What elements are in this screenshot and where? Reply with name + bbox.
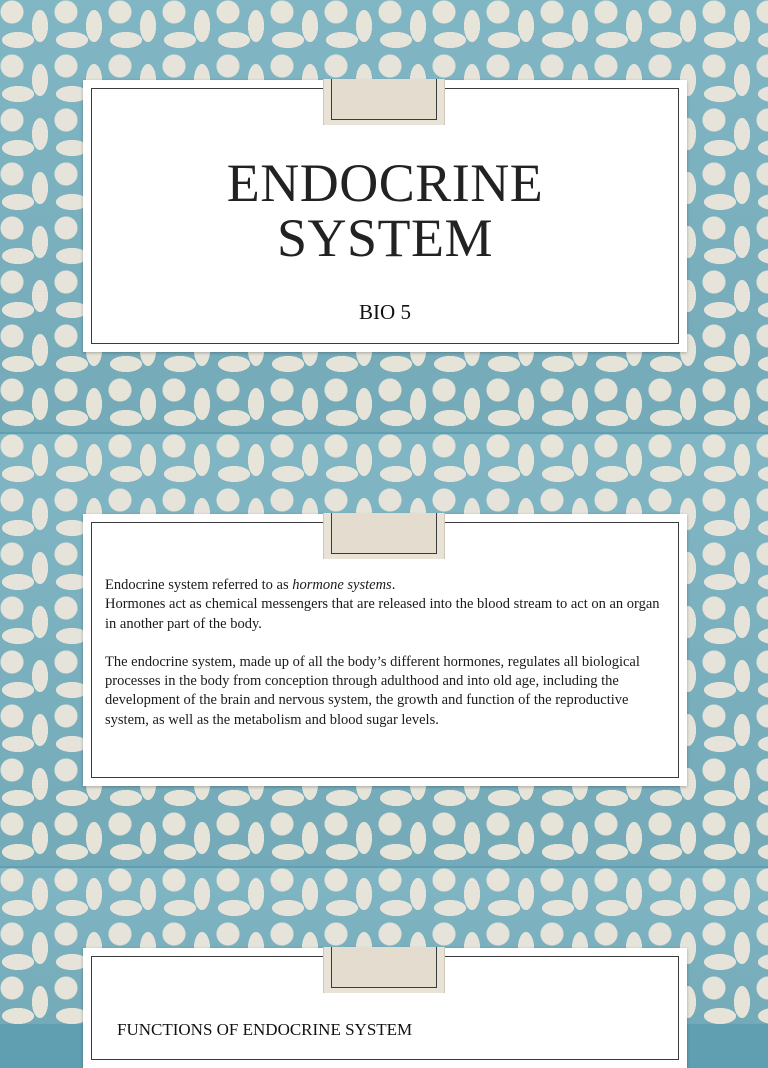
content-card	[83, 948, 687, 1068]
paragraph-2: The endocrine system, made up of all the body’s different hormones, regulates all biological processes in the body from conception through adulthood and into old age, including the development of the brain and nervous system, the growth and function of the reproductive system, as well as the metabolism and blood sugar levels.	[105, 653, 640, 728]
slide-heading: FUNCTIONS OF ENDOCRINE SYSTEM	[117, 1020, 413, 1039]
card-tab	[323, 513, 445, 559]
slide-3	[0, 866, 768, 1039]
italic-term: hormone systems	[292, 577, 392, 593]
title-card	[83, 80, 687, 352]
title-line-2: SYSTEM	[276, 208, 494, 268]
title-line-1: ENDOCRINE	[226, 153, 544, 213]
content-card	[83, 514, 687, 786]
definition-line: Endocrine system referred to as hormone systems.	[105, 577, 396, 593]
card-tab	[323, 947, 445, 993]
body-text	[105, 576, 663, 730]
slide-2	[0, 432, 768, 866]
hormones-line: Hormones act as chemical messengers that are released into the blood stream to act on an organ in another part of the body.	[105, 596, 660, 632]
slide-title	[83, 153, 687, 268]
card-tab	[323, 79, 445, 125]
slide-1	[0, 0, 768, 432]
slide-subtitle: BIO 5	[359, 300, 411, 324]
